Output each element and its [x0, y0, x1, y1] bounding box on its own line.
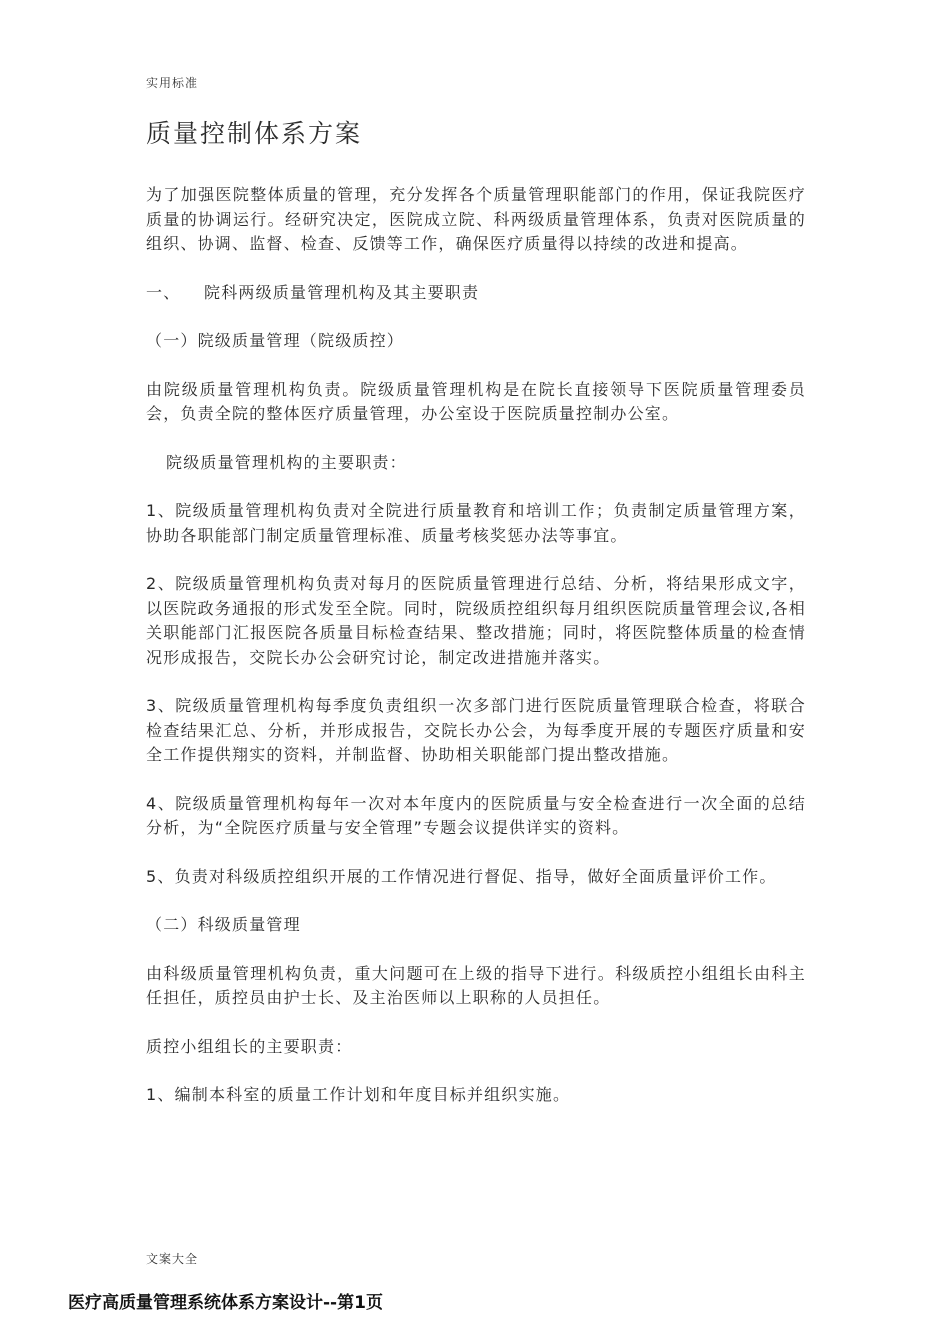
section-heading — [146, 281, 806, 306]
list-item: 4、院级质量管理机构每年一次对本年度内的医院质量与安全检查进行一次全面的总结分析，为“全院医疗质量与安全管理”专题会议提供详实的资料。 — [146, 793, 806, 837]
list-item: 5、负责对科级质控组织开展的工作情况进行督促、指导，做好全面质量评价工作。 — [146, 866, 777, 886]
list-item: 3、院级质量管理机构每季度负责组织一次多部门进行医院质量管理联合检查，将联合检查结果汇总、分析，并形成报告，交院长办公会，为每季度开展的专题医疗质量和安全工作提供翔实的资料，并制监督、协助相关职能部门提出整改措施。 — [146, 696, 806, 764]
document-title: 质量控制体系方案 — [146, 119, 363, 148]
subsection-description: 由院级质量管理机构负责。院级质量管理机构是在院长直接领导下医院质量管理委员会，负责全院的整体医疗质量管理，办公室设于医院质量控制办公室。 — [146, 379, 806, 423]
subsection-heading: （二）科级质量管理 — [146, 915, 301, 934]
list-item: 1、编制本科室的质量工作计划和年度目标并组织实施。 — [146, 1085, 571, 1104]
footer-note: 文案大全 — [146, 1252, 199, 1266]
duties-heading: 院级质量管理机构的主要职责： — [166, 452, 407, 472]
document-body — [146, 183, 806, 1132]
intro-paragraph: 为了加强医院整体质量的管理，充分发挥各个质量管理职能部门的作用，保证我院医疗质量的协调运行。经研究决定，医院成立院、科两级质量管理体系，负责对医院质量的组织、协调、监督、检查、反馈等工作，确保医疗质量得以持续的改进和提高。 — [146, 185, 806, 253]
duties-heading: 质控小组组长的主要职责： — [146, 1036, 353, 1056]
list-item: 2、院级质量管理机构负责对每月的医院质量管理进行总结、分析，将结果形成文字，以医院政务通报的形式发至全院。同时，院级质控组织每月组织医院质量管理会议,各相关职能部门汇报医院各质量目标检查结果、整改措施；同时，将医院整体质量的检查情况形成报告，交院长办公会研究讨论，制定改进措施并落实。 — [146, 574, 806, 667]
subsection-heading: （一）院级质量管理（院级质控） — [146, 331, 405, 350]
section-title: 院科两级质量管理机构及其主要职责 — [204, 282, 480, 302]
subsection-description: 由科级质量管理机构负责，重大问题可在上级的指导下进行。科级质控小组组长由科主任担任，质控员由护士长、及主治医师以上职称的人员担任。 — [146, 963, 806, 1007]
section-number: 一、 — [146, 282, 181, 302]
page-caption: 医疗高质量管理系统体系方案设计--第1页 — [68, 1293, 383, 1313]
list-item: 1、院级质量管理机构负责对全院进行质量教育和培训工作；负责制定质量管理方案，协助各职能部门制定质量管理标准、质量考核奖惩办法等事宜。 — [146, 501, 806, 545]
header-note: 实用标准 — [146, 76, 199, 90]
